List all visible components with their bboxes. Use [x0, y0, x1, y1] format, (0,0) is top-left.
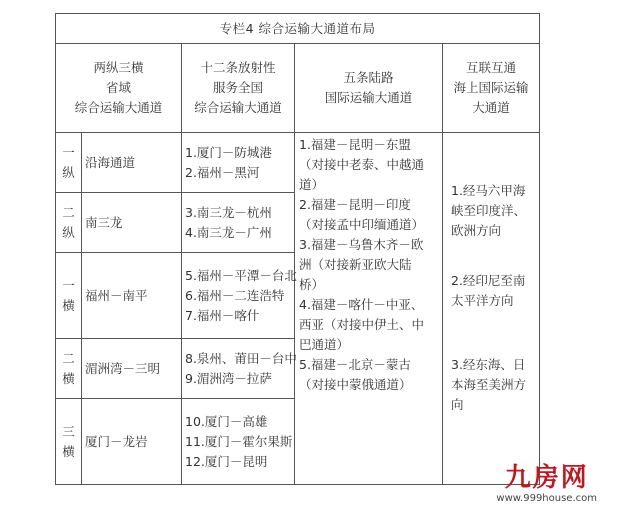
land-route-5: 5.福建－北京－蒙古 （对接中蒙俄通道）: [299, 357, 412, 392]
route-item: 2.福州－黑河: [185, 164, 260, 180]
route-item: 12.厦门－昆明: [185, 453, 268, 469]
header-line: 十二条放射性: [200, 60, 276, 75]
route-item: 9.湄洲湾－拉萨: [185, 370, 272, 386]
header-line: 互联互通: [466, 60, 517, 75]
route-item: 1.厦门－防城港: [185, 144, 272, 160]
row-corridor-name: 福州－南平: [82, 253, 182, 339]
sea-route-1: 1.经马六甲海 峡至印度洋、 欧洲方向: [451, 183, 527, 238]
route-item: 3.南三龙－杭州: [185, 204, 272, 220]
row-corridor-name: 沿海通道: [82, 133, 182, 193]
route-list: [182, 193, 295, 253]
land-route-1: 1.福建－昆明－东盟 （对接中老泰、中越通 道）: [299, 137, 425, 192]
route-item: 10.厦门－高雄: [185, 413, 268, 429]
header-line: 省域: [105, 80, 131, 95]
corridor-table: [55, 13, 540, 485]
route-list: [182, 339, 295, 399]
header-line: 综合运输大通道: [74, 100, 163, 115]
land-route-4: 4.福建－喀什－中亚、 西亚（对接中伊土、中 巴通道）: [299, 297, 425, 352]
row-corridor-name: 南三龙: [82, 193, 182, 253]
header-sea-corridors: [443, 44, 540, 133]
route-item: 4.南三龙－广州: [185, 224, 272, 240]
table-title: 专栏4 综合运输大通道布局: [56, 14, 540, 44]
header-line: 两纵三横: [93, 60, 144, 75]
land-route-2: 2.福建－昆明－印度 （对接孟中印缅通道）: [299, 197, 425, 232]
route-list: [182, 253, 295, 339]
watermark: [496, 463, 597, 505]
sea-route-3: 3.经东海、日 本海至美洲方 向: [451, 357, 527, 412]
row-tag: 二 横: [56, 339, 82, 399]
land-routes-cell: [295, 133, 443, 485]
row-corridor-name: 厦门－龙岩: [82, 399, 182, 485]
header-line: 综合运输大通道: [194, 100, 282, 115]
header-national-corridors: [182, 44, 295, 133]
table-row: [56, 133, 540, 193]
route-list: [182, 133, 295, 193]
header-line: 五条陆路: [343, 70, 394, 85]
sea-route-2: 2.经印尼至南 太平洋方向: [451, 273, 526, 308]
row-tag: 二 纵: [56, 193, 82, 253]
row-tag: 一 横: [56, 253, 82, 339]
route-item: 8.泉州、莆田－台中: [185, 350, 297, 366]
row-tag: 三 横: [56, 399, 82, 485]
header-line: 海上国际运输: [453, 80, 529, 95]
row-corridor-name: 湄洲湾－三明: [82, 339, 182, 399]
header-provincial-corridors: [56, 44, 182, 133]
route-item: 11.厦门－霍尔果斯: [185, 433, 293, 449]
route-item: 7.福州－喀什: [185, 307, 260, 323]
route-list: [182, 399, 295, 485]
route-item: 5.福州－平潭－台北: [185, 267, 297, 283]
row-tag: 一 纵: [56, 133, 82, 193]
watermark-logo: 九房网: [504, 463, 589, 493]
watermark-url: www.999house.com: [496, 493, 597, 504]
route-item: 6.福州－二连浩特: [185, 287, 285, 303]
header-line: 大通道: [472, 100, 510, 115]
header-land-corridors: [295, 44, 443, 133]
header-line: 国际运输大通道: [324, 90, 413, 105]
header-line: 服务全国: [212, 80, 263, 95]
sea-routes-cell: [443, 133, 540, 485]
land-route-3: 3.福建－乌鲁木齐－欧 洲（对接新亚欧大陆 桥）: [299, 237, 424, 292]
